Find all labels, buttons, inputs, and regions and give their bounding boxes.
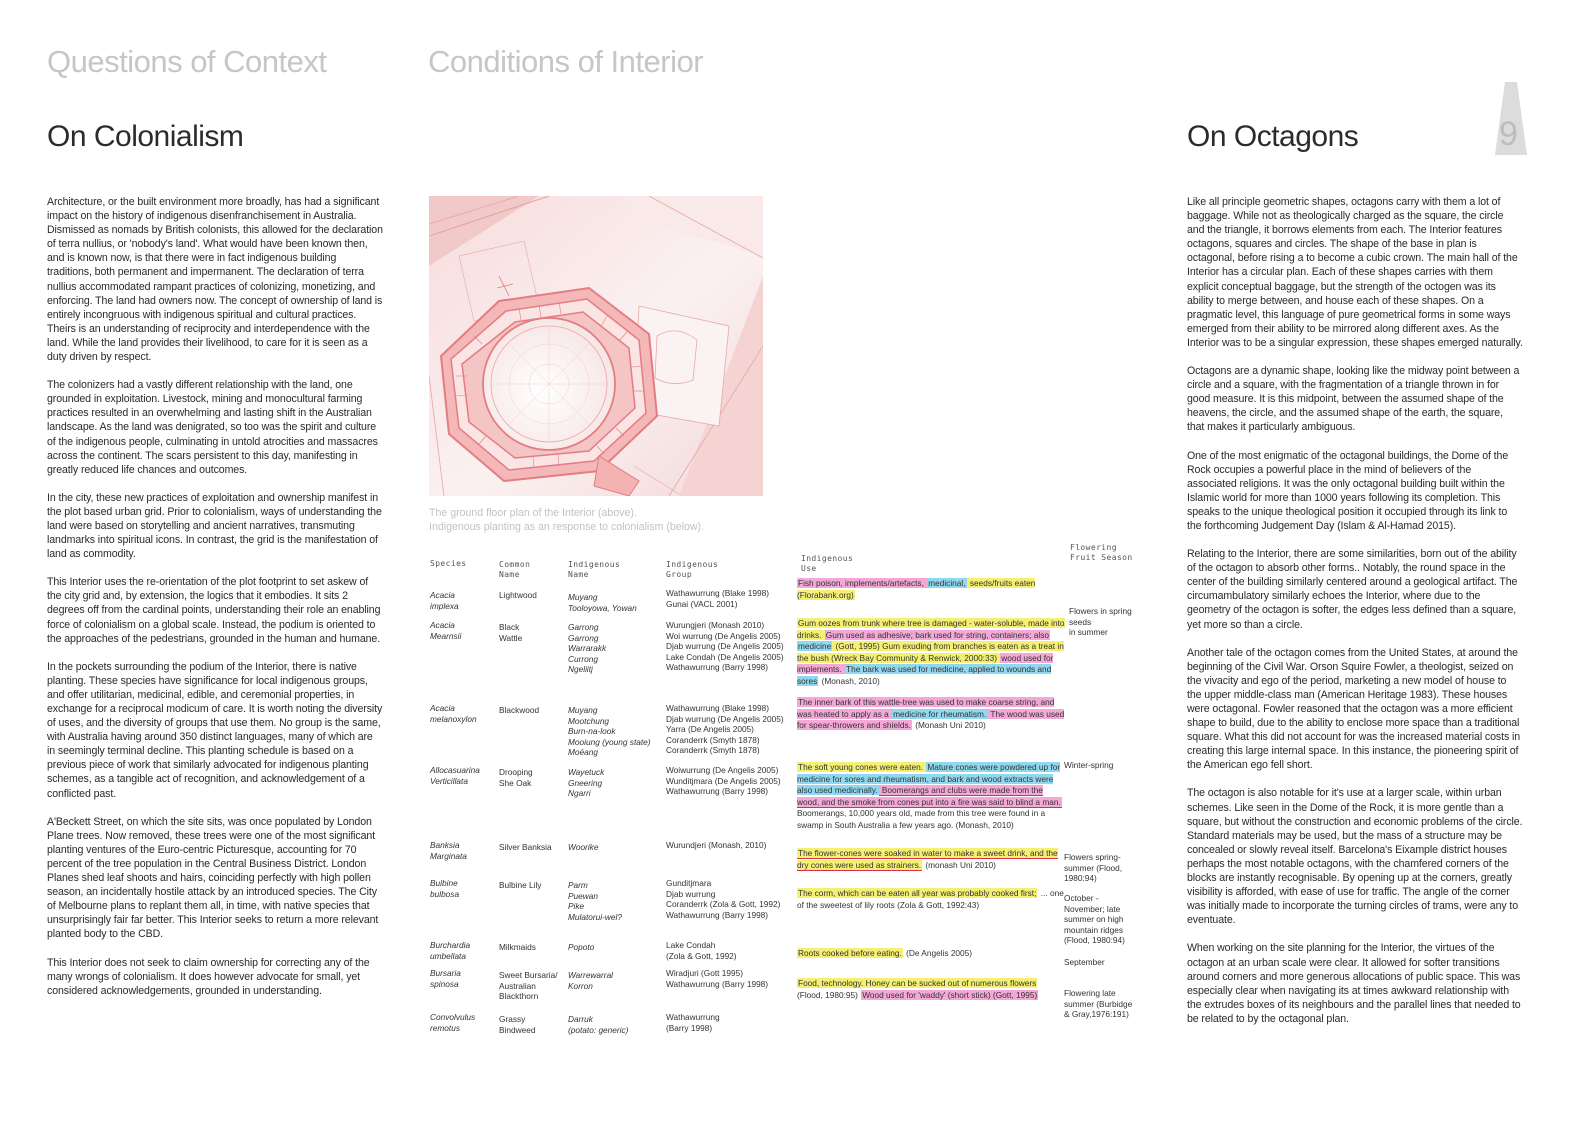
octagons-paragraph: One of the most enigmatic of the octagonal buildings, the Dome of the Rock occupies a powerful place in the mind of believers of the associated religions. It was the only octagonal building built within the Islamic world for more than 1000 years following its completion. This speaks to the unique theological position it occupied through its link to the forthcoming Judgement Day (Islam & Al-Hamad 2015). (1187, 449, 1509, 532)
table-cell-flowering-season: Flowers in spring seeds in summer (1069, 606, 1132, 638)
table-cell-indigenous-use (797, 578, 1065, 601)
table-cell-common-name: Sweet Bursaria/ Australian Blackthorn (499, 970, 558, 1002)
colonialism-paragraph: This Interior uses the re-orientation of the plot footprint to set askew of the city grid and, by extension, the logics that it embodies. It sits 2 degrees off from the cardinal points, understanding their role an enabling force of colonialism on a global scale. Instead, the podium is oriented to the approaches of the pedestrians, grounded in the human and humane. (47, 576, 381, 645)
table-cell-common-name: Drooping She Oak (499, 767, 533, 788)
table-cell-indigenous-group: Gunditjmara Djab wurrung Coranderrk (Zola & Gott, 1992) Wathawurrung (Barry 1998) (666, 878, 781, 920)
octagons-paragraph: Octagons are a dynamic shape, looking like the midway point between a circle and a square, with the fragmentation of a triangle thrown in for good measure. It is this midpoint, between the assumed shape of the heavens, the circle, and the assumed shape of the earth, the square, that makes it particularly ambiguous. (1187, 365, 1520, 434)
highlighted-use-text: (Monash Uni 2010) (912, 720, 986, 731)
table-cell-species: Acacia implexa (430, 590, 459, 611)
table-cell-indigenous-use (797, 948, 1065, 960)
table-cell-indigenous-use (797, 848, 1065, 871)
highlighted-use-text: The corm, which can be eaten all year was probably cooked first; (798, 888, 1037, 898)
highlighted-use-text: (Flood, 1980:95) (797, 989, 861, 1000)
colonialism-paragraph: This Interior does not seek to claim ownership for correcting any of the many wrongs of colonialism. It does however advocate for small, yet considered acknowledgements, grounded in understanding. (47, 956, 370, 997)
table-cell-indigenous-use (797, 978, 1065, 1001)
octagons-paragraph: Another tale of the octagon comes from the United States, at around the beginning of the Civil War. Orson Squire Fowler, a theologist, seized on the vivacity and ego of the period, marketing a new model of house to the upper middle-class man (American Heritage 1983). These houses were octagonal. Fowler reasoned that the octagon was a more efficient shape to build, due to the ability to enclose more space than a traditional square. What this did not account for was the increased material costs in creating this large internal space. In this instance, the pioneering spirit of the American ego fell short. (1187, 646, 1521, 772)
colonialism-body (47, 195, 383, 1012)
table-cell-indigenous-group: Wiradjuri (Gott 1995) Wathawurrung (Barry 1998) (666, 968, 769, 989)
highlighted-use-text: medicine for rheumatism. (893, 708, 987, 719)
highlighted-use-text: Food, technology. Honey can be sucked out of numerous flowers (798, 978, 1037, 988)
octagons-paragraph: Like all principle geometric shapes, octagons carry with them a lot of baggage. While not as theologically charged as the square, the circle and the triangle, it borrows elements from each. The Interior features octagons, squares and circles. The shape of the base in plan is octagonal, before rising a to become a cubic crown. The main hall of the Interior has a circular plan. Each of these shapes carries with them explicit conceptual baggage, but the strength of the octogen was its ability to merge between, and house each of these shapes. On a pragmatic level, this language of pure geometrical forms in some ways emerged from their ability to be mirrored along different axes. As the Interior was to be a singular expression, these shapes emerged naturally. (1187, 196, 1523, 349)
table-cell-indigenous-name: Wayetuck Gneering Ngarri (568, 767, 605, 799)
table-cell-indigenous-name: Parm Puewan Pike Mulatorui-wel? (568, 880, 622, 922)
colonialism-heading: On Colonialism (47, 120, 244, 153)
table-cell-indigenous-use (797, 888, 1065, 911)
table-cell-species: Bursaria spinosa (430, 968, 461, 989)
highlighted-use-text: medicinal, (928, 578, 966, 588)
section-label-interior: Conditions of Interior (428, 44, 704, 79)
table-cell-species: Convolvulus remotus (430, 1012, 476, 1033)
page-number: 9 (1499, 115, 1518, 153)
highlighted-use-text: Boomerangs and clubs were made from the wood, and the smoke from cones put into a fire was said to blind a man. (797, 785, 1061, 807)
highlighted-use-text: (monash Uni 2010) (923, 859, 996, 870)
table-cell-indigenous-name: Muyang Mootchung Burn-na-look Mooiung (young state) Moéang (568, 705, 651, 758)
table-cell-common-name: Milkmaids (499, 942, 536, 952)
table-cell-flowering-season: Flowering late summer (Burbidge & Gray,1976:191) (1064, 988, 1133, 1020)
table-cell-common-name: Black Wattle (499, 622, 523, 643)
table-cell-indigenous-name: Garrong Garrong Warrarakk Currong Ngeliitj (568, 622, 607, 675)
ground-floor-plan-image (429, 196, 763, 496)
table-cell-common-name: Grassy Bindweed (499, 1014, 536, 1035)
table-header-indigenous-name: Indigenous Name (568, 560, 621, 579)
octagons-paragraph: Relating to the Interior, there are some similarities, born out of the ability of the octagon to absorb other forms.. Notably, the round space in the center of the building similarly centered around a geological artifact. The circumambulatory similarly echoes the Interior, where due to the geometry of the octagon is softer, the edges less defined than a square, yet more so than a circle. (1187, 548, 1518, 631)
octagons-paragraph: The octagon is also notable for it's use at a larger scale, within urban schemes. Like seen in the Dome of the Rock, it is more gentle than a square, but without the construction and economic problems of the circle. Standard materials may be used, but the mass of a structure may be concealed or slowly reveal itself. Barcelona's Eixample district houses perhaps the most notable octagons, with the chamfered corners of the blocks are instantly recognisable. By opening up at the corners, greatly visibility is afforded, with ease of use for traffic. The angle of the corner was initially made to incorporate the turning circles of trams, were any to eventuate. (1187, 787, 1523, 927)
highlighted-use-text: The wood was used for spear-throwers and shields. (797, 708, 1065, 731)
table-cell-indigenous-name: Darruk (potato: generic) (568, 1014, 629, 1035)
table-cell-species: Banksia Marginata (430, 840, 467, 861)
highlighted-use-text: The bark was used for medicine, applied to wounds and sores (797, 664, 1052, 686)
table-cell-indigenous-group: Wurundjeri (Monash, 2010) (666, 840, 767, 850)
table-header-indigenous-group: Indigenous Group (666, 560, 719, 579)
highlighted-use-text: (Gott, 1995) Gum exuding from branches is eaten as a treat in the bush (Wreck Bay Community & Renwick, 2000:33) (797, 641, 1064, 663)
colonialism-paragraph: A'Beckett Street, on which the site sits, was once populated by London Plane trees. Now removed, these trees were one of the most significant planting ventures of the Euro-centric Picturesque, accounting for 70 percent of the tree population in the Central Business District. London Planes shed leaf shoots and hairs, coinciding perfectly with high pollen season, an incidentally hostile attack by an introduced species. The City of Melbourne plans to replant them all, in time, with native species that unsurprisingly fair far better. This Interior seeks to return a more relevant planted body to the CBD. (47, 815, 379, 941)
highlighted-use-text: Gum used as adhesive; bark used for string, containers; also (825, 629, 1049, 640)
table-cell-indigenous-group: Wathawurrung (Barry 1998) (666, 1012, 720, 1033)
table-cell-species: Bulbine bulbosa (430, 878, 460, 899)
table-cell-indigenous-group: Wathawurrung (Blake 1998) Gunai (VACL 2001) (666, 588, 769, 609)
highlighted-use-text: The soft young cones were eaten. (798, 762, 926, 772)
figure-caption-line1: The ground floor plan of the Interior (above). (429, 507, 637, 519)
highlighted-use-text: Roots cooked before eating. (798, 948, 902, 958)
colonialism-paragraph: In the city, these new practices of exploitation and ownership manifest in the plot based urban grid. Prior to colonialism, ways of understanding the land were based on storytelling and ancient narratives, transmuting landmarks into spiritual icons. In contrast, the grid is the manifestation of land as commodity. (47, 491, 382, 561)
table-cell-indigenous-group: Wathawurrung (Blake 1998) Djab wurrung (De Angelis 2005) Yarra (De Angelis 2005) Coranderrk (Smyth 1878) Coranderrk (Smyth 1878) (666, 703, 784, 756)
table-cell-indigenous-use (797, 762, 1065, 832)
table-cell-species: Burchardia umbellata (430, 940, 471, 961)
highlighted-use-text: seeds/fruits eaten (Florabank.org) (797, 578, 1036, 600)
table-cell-indigenous-group: Lake Condah (Zola & Gott, 1992) (666, 940, 737, 961)
highlighted-use-text: Mature cones were powdered up for medicine for sores and rheumatism, and bark and wood extracts were also used medicinally. (797, 762, 1061, 796)
table-cell-flowering-season: September (1064, 957, 1105, 967)
table-cell-common-name: Lightwood (499, 590, 537, 600)
table-cell-indigenous-name: Woorike (568, 842, 599, 852)
highlighted-use-text: Fish poison, implements/artefacts, (798, 578, 927, 588)
octagons-paragraph: When working on the site planning for the Interior, the virtues of the octagon at an urban scale were clear. It allowed for softer transitions around corners and more generous allocations of public space. This was especially clear when navigating its at times awkward relationship with the extrudes boxes of its neighbours and the parallel lines that needed to be related to by the octagonal plan. (1187, 942, 1521, 1025)
highlighted-use-text: (De Angelis 2005) (903, 948, 973, 958)
table-cell-indigenous-use (797, 697, 1065, 732)
highlighted-use-text: ... one of the sweetest of lily roots (Zola & Gott, 1992:43) (797, 888, 1064, 910)
highlighted-use-text: The inner bark of this wattle-tree was used to make coarse string, and was heated to apply as a (797, 697, 1055, 719)
table-header-flowering-season: Flowering Fruit Season (1070, 543, 1133, 562)
table-cell-flowering-season: October - November; late summer on high mountain ridges (Flood, 1980:94) (1064, 893, 1125, 946)
highlighted-use-text: The flower-cones were soaked in water to make a sweet drink, and the dry cones were used as strainers. (797, 848, 1058, 870)
octagons-body (1187, 195, 1523, 1040)
highlighted-use-text: medicine (798, 641, 832, 652)
colonialism-paragraph: In the pockets surrounding the podium of the Interior, there is native planting. These species have significance for local indigenous groups, and offer utilitarian, medicinal, edible, and ceremonial properties, in exchange for a reciprocal modicum of care. It is worth noting the diversity of uses, and the diversity of groups that use them. No group is the same, with Australia having around 350 distinct languages, many of which are in seemingly terminal decline. This planting schedule is based on a previous piece of work that similarly advocated for indigenous planting schemes, as a tangible act of recognition, and acknowledgement of a conflicted past. (47, 660, 383, 800)
colonialism-paragraph: The colonizers had a vastly different relationship with the land, one grounded in exploitation. Livestock, mining and monocultural farming practices resulted in an overwhelming and lasting shift in the Australian landscape. As the land was denigrated, so too was the spirit and culture of the indigenous people, culminating in untold atrocities and massacres across the continent. The scars persistent to this day, manifesting in greatly reduced life chances and outcomes. (47, 379, 378, 476)
table-cell-common-name: Silver Banksia (499, 842, 552, 852)
table-cell-flowering-season: Winter-spring (1064, 760, 1114, 770)
colonialism-paragraph: Architecture, or the built environment more broadly, has had a significant impact on the history of indigenous disenfranchisement in Australia. Dismissed as nomads by British colonists, this allowed for the declaration of terra nullius, or 'nobody's land'. What would have been known then, and is known now, is that there were in fact indigenous building traditions, both permanent and impermanent. The declaration of terra nullius accommodated rampant practices of colonizing, monetizing, and enforcing. The land had owners now. The concept of ownership of land is entirely incongruous with indigenous spiritual and cultural practices. Theirs is an understanding of reciprocity and interdependence with the land. While the land provides their livelihood, to care for it is seen as a duty driven by respect. (47, 196, 383, 364)
highlighted-use-text: wood used for implements. (797, 652, 1054, 675)
table-cell-indigenous-group: Woiwurrung (De Angelis 2005) Wunditjmara (De Angelis 2005) Wathawurrung (Barry 1998) (666, 765, 781, 797)
table-cell-common-name: Bulbine Lily (499, 880, 542, 890)
highlighted-use-text: Wood used for 'waddy' (short stick) (Gott, 1995) (862, 989, 1038, 1000)
section-label-context: Questions of Context (47, 44, 327, 79)
highlighted-use-text: (Monash, 2010) (819, 675, 880, 686)
table-header-species: Species (430, 559, 467, 568)
table-header-indigenous-use: Indigenous Use (801, 554, 854, 573)
table-cell-common-name: Blackwood (499, 705, 540, 715)
table-cell-indigenous-group: Wurungjeri (Monash 2010) Woi wurrung (De Angelis 2005) Djab wurrung (De Angelis 2005) Lake Condah (De Angelis 2005) Wathawurrung (Barry 1998) (666, 620, 784, 673)
table-cell-indigenous-name: Popoto (568, 942, 595, 952)
table-cell-indigenous-name: Warrewarral Korron (568, 970, 614, 991)
table-cell-indigenous-name: Muyang Tooloyowa, Yowan (568, 592, 637, 613)
table-cell-flowering-season: Flowers spring- summer (Flood, 1980:94) (1064, 852, 1123, 884)
highlighted-use-text: Gum oozes from trunk where tree is damaged - water-soluble, made into drinks. (797, 618, 1065, 640)
table-header-common-name: Common Name (499, 560, 531, 579)
octagons-heading: On Octagons (1187, 120, 1359, 153)
table-cell-species: Acacia Mearnsii (430, 620, 462, 641)
figure-caption-line2: Indigenous planting as an response to colonialism (below). (429, 521, 705, 533)
highlighted-use-text: Boomerangs, 10,000 years old, made from this tree were found in a swamp in South Australia a few years ago. (Monash, 2010) (797, 808, 1046, 830)
table-cell-indigenous-use (797, 618, 1065, 688)
table-cell-species: Acacia melanoxylon (430, 703, 477, 724)
table-cell-species: Allocasuarina Verticillata (430, 765, 480, 786)
